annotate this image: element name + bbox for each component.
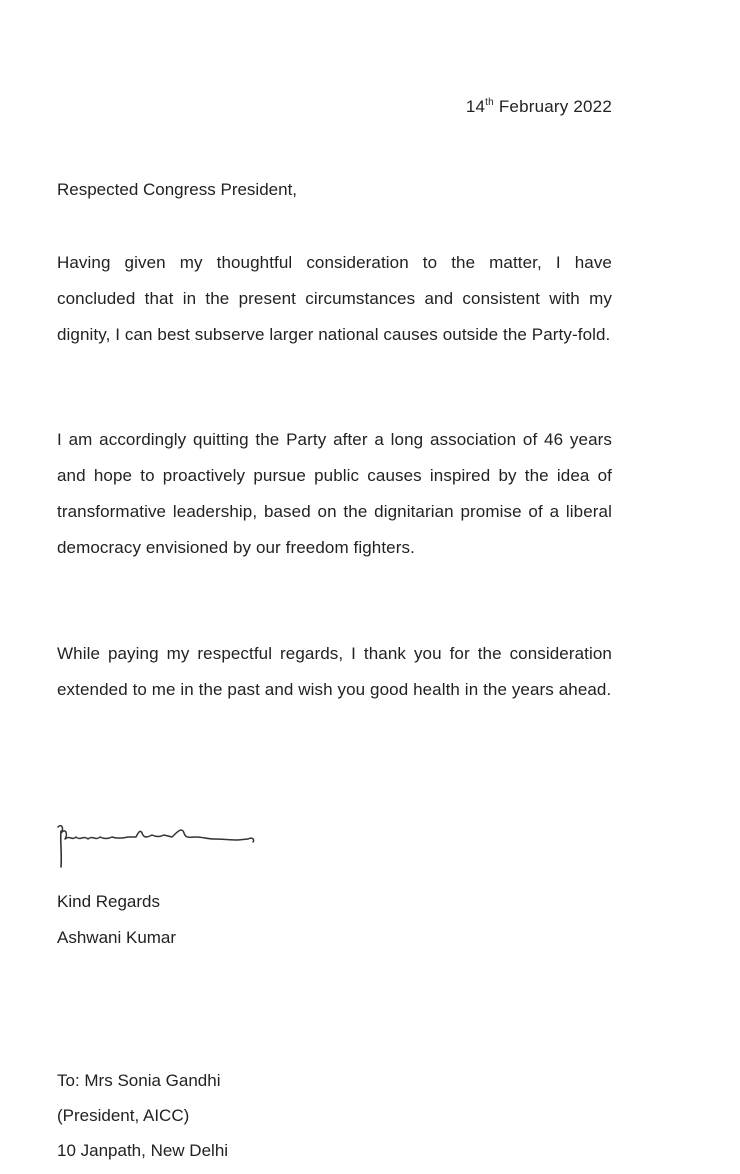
paragraph-1: Having given my thoughtful consideration to the matter, I have concluded that in the present circumstances and consistent with my dignity, I can best subserve larger national causes outside the Party-fold. [57, 253, 612, 344]
handwritten-signature [52, 815, 262, 875]
signer-name: Ashwani Kumar [57, 928, 177, 947]
date-suffix: th [485, 97, 494, 108]
date-month-year: February 2022 [493, 97, 612, 116]
date-day: 14 [465, 97, 486, 116]
closing-regards: Kind Regards [57, 892, 161, 911]
paragraph-2: I am accordingly quitting the Party after a long association of 46 years and hope to proactively pursue public causes inspired by the idea of transformative leadership, based on the dignitarian promise of a liberal democracy envisioned by our freedom fighters. [57, 430, 612, 557]
recipient-line-2: (President, AICC) [57, 1106, 190, 1125]
salutation: Respected Congress President, [57, 180, 298, 199]
letter-date [466, 97, 612, 117]
recipient-line-3: 10 Janpath, New Delhi [57, 1141, 229, 1160]
paragraph-3: While paying my respectful regards, I thank you for the consideration extended to me in the past and wish you good health in the years ahead. [57, 644, 612, 699]
recipient-line-1: To: Mrs Sonia Gandhi [57, 1071, 221, 1090]
